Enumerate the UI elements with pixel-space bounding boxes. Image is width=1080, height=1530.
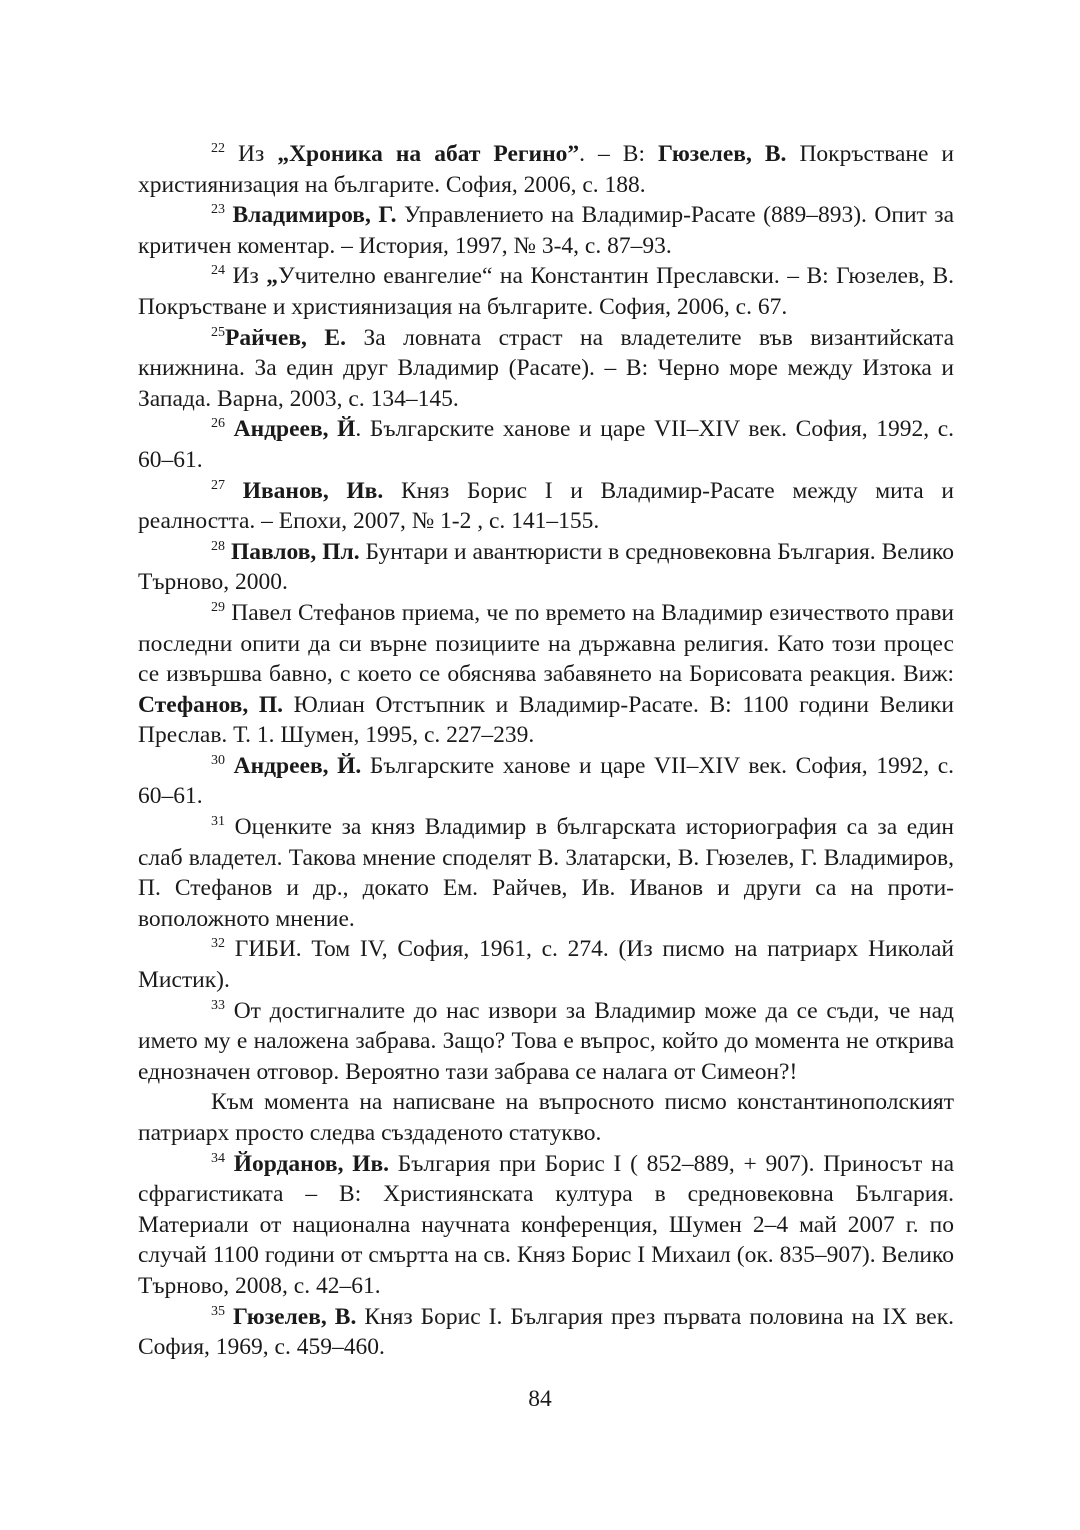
footnote-author: Гюзелев, В.: [658, 141, 787, 167]
footnote-number: 32: [211, 936, 225, 952]
footnote-31: [138, 812, 954, 934]
footnote-24: [138, 261, 954, 322]
footnote-text: Юлиан Отстъпник и Владимир-Расате. В: 1100 години Велики Преслав. Т. 1. Шумен, 1995, с. 227–239.: [138, 691, 954, 749]
footnote-number: 28: [211, 538, 225, 554]
footnote-number: 23: [211, 202, 225, 218]
footnote-text: За ловната страст на владетелите във византийската книжнина. За един друг Владимир (Расате). – В: Черно море между Изтока и Запада. Варна, 2003, с. 134–145.: [138, 324, 954, 412]
footnote-author: Андреев, Й: [233, 416, 356, 443]
footnote-author: Андреев, Й.: [233, 752, 362, 779]
footnote-author: Йорданов, Ив.: [233, 1150, 390, 1177]
footnote-number: 35: [211, 1303, 225, 1319]
footnote-text: Българските ханове и царе VII–XIV век. София, 1992, с. 60–61.: [138, 752, 954, 810]
footnote-text: От достигналите до нас извори за Владимир може да се съди, че над името му е наложена забрава. Защо? Това е въпрос, който до момента не открива еднозначен отговор. Вероятно тази забрава се налага от Симеон?!: [138, 997, 954, 1085]
footnote-text: Павел Стефанов приема, че по времето на Владимир езичеството прави последни опити да си върне позициите на държавна религия. Като този процес се извършва бавно, с което се обяснява забавянето на Борисовата реакция. Виж:: [138, 599, 954, 688]
footnote-number: 22: [211, 141, 225, 156]
footnote-32: [138, 934, 954, 995]
footnote-27: [138, 476, 954, 537]
footnote-35: [138, 1302, 954, 1363]
footnote-33: [138, 996, 954, 1088]
footnote-text: Управлението на Владимир-Расате (889–893). Опит за критичен коментар. – История, 1997, № 3-4, с. 87–93.: [138, 202, 954, 259]
footnote-number: 24: [211, 263, 225, 279]
footnote-text: . – В:: [579, 141, 659, 167]
footnote-28: [138, 537, 954, 598]
footnote-30: [138, 751, 954, 812]
footnote-author: Гюзелев, В.: [233, 1303, 357, 1330]
footnote-author: Иванов, Ив.: [242, 477, 384, 504]
footnote-text: Княз Борис I и Владимир-Расате между мита и реалността. – Епохи, 2007, № 1-2 , с. 141–155.: [138, 477, 954, 535]
footnote-26: [138, 414, 954, 475]
footnote-29: [138, 598, 954, 751]
footnote-number: 29: [211, 599, 225, 615]
page-number: 84: [528, 1386, 552, 1412]
footnote-number: 30: [211, 752, 225, 768]
footnote-text: . Българските ханове и царе VII–XIV век. София, 1992, с. 60–61.: [138, 416, 954, 473]
footnote-25: [138, 323, 954, 415]
footnote-number: 25: [211, 324, 225, 340]
footnote-author: Владимиров, Г.: [232, 202, 397, 229]
footnote-text: Към момента на написване на въпросното писмо константинополският патриарх просто следва създаденото статукво.: [138, 1089, 954, 1146]
footnote-text: ГИБИ. Том IV, София, 1961, с. 274. (Из писмо на патриарх Николай Мистик).: [138, 936, 955, 994]
footnote-34: [138, 1149, 954, 1302]
footnote-22: [138, 139, 954, 200]
footnote-33-continuation: [138, 1087, 954, 1148]
footnote-number: 34: [211, 1150, 225, 1166]
footnote-text: Из: [232, 263, 267, 290]
footnote-quote-mark: „: [266, 263, 278, 290]
footnote-bold-title: „Хроника на абат Регино”: [277, 141, 580, 167]
footnote-text: Учително евангелие“ на Константин Преславски. – В: Гюзелев, В. Покръстване и християнизация на българите. София, 2006, с. 67.: [138, 263, 954, 320]
footnote-author: Райчев, Е.: [225, 324, 346, 351]
footnote-23: [138, 200, 954, 261]
footnote-text: Княз Борис I. България през първата половина на IX век. София, 1969, с. 459–460.: [138, 1303, 954, 1361]
footnote-text: Из: [238, 141, 278, 167]
footnote-author: Павлов, Пл.: [230, 538, 360, 565]
footnote-number: 26: [211, 416, 225, 432]
footnote-text: Покръстване и християнизация на българите. София, 2006, с. 188.: [138, 141, 955, 198]
footnote-author: Стефанов, П.: [138, 691, 284, 718]
footnote-number: 31: [211, 814, 225, 830]
footnote-text: България при Борис I ( 852–889, + 907). Приносът на сфрагистиката – В: Християнската култура в средновековна България. Материали от национална научната конференция, Шумен 2–4 май 2007 г. по случай 1100 години от смъртта на св. Княз Борис I Михаил (ок. 835–907). Велико Търново, 2008, с. 42–61.: [138, 1150, 955, 1299]
footnotes-block: [138, 139, 954, 1363]
footnote-number: 33: [211, 997, 225, 1013]
footnote-text: Оценките за княз Владимир в българската историография са за един слаб владетел. Такова мнение споделят В. Златарски, В. Гюзелев, Г. Владимиров, П. Стефанов и др., докато Ем. Райчев, Ив. Иванов и други са на противоположното мнение.: [138, 814, 955, 932]
footnote-text: Бунтари и авантюристи в средновековна България. Велико Търново, 2000.: [138, 538, 954, 596]
footnote-number: 27: [211, 477, 225, 493]
